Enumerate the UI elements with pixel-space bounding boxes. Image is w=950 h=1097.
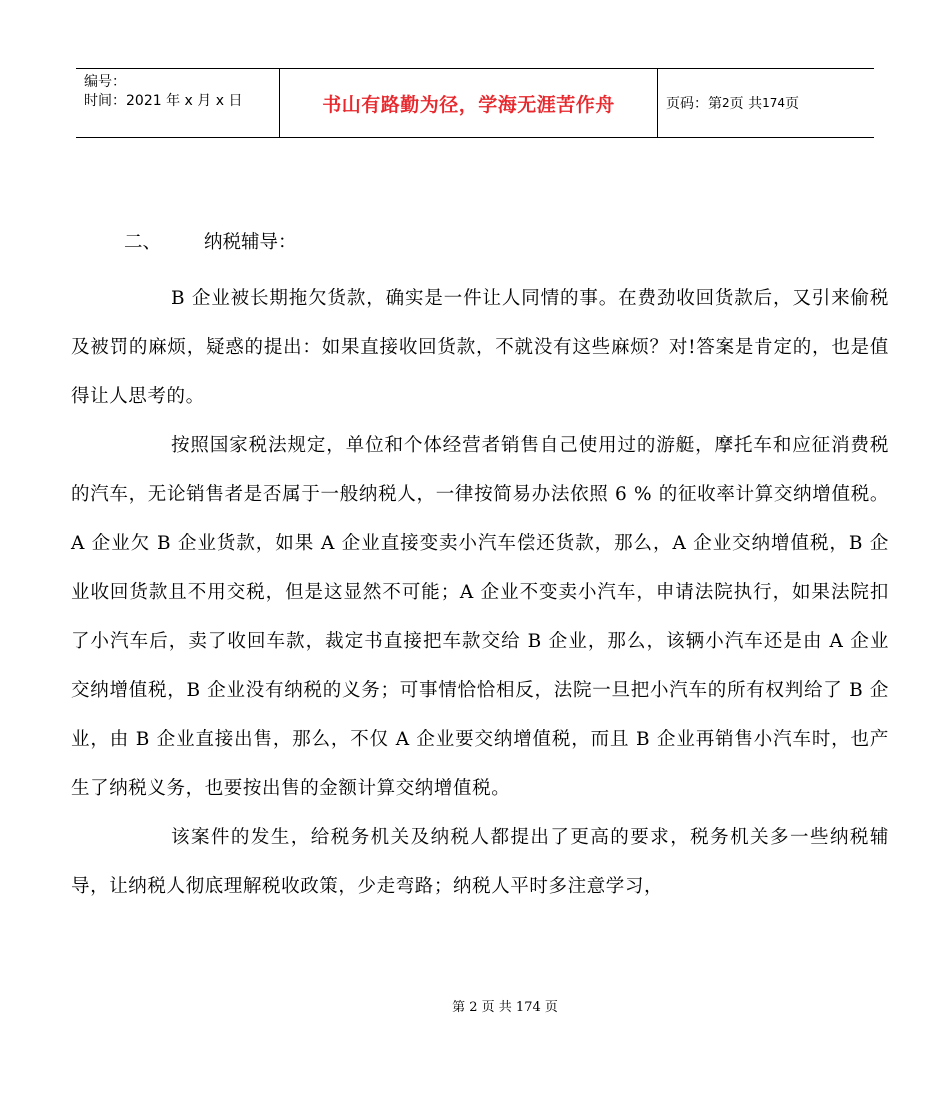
section-number: 二、 bbox=[124, 232, 162, 253]
page-prefix: 页码：第 bbox=[666, 96, 722, 112]
document-number-label: 编号： bbox=[84, 74, 126, 90]
paragraph: B 企业被长期拖欠货款，确实是一件让人同情的事。在费劲收回货款后，又引来偷税及被罚的麻烦，疑惑的提出：如果直接收回货款，不就没有这些麻烦？对!答案是肯定的，也是值得让人思考的。 bbox=[71, 288, 889, 407]
paragraph: 该案件的发生，给税务机关及纳税人都提出了更高的要求，税务机关多一些纳税辅导，让纳税人彻底理解税收政策，少走弯路；纳税人平时多注意学习， bbox=[71, 827, 889, 897]
header-meta bbox=[76, 69, 280, 137]
header-motto: 书山有路勤为径，学海无涯苦作舟 bbox=[280, 69, 658, 137]
page-mid: 页 共 bbox=[729, 96, 763, 112]
document-date: 时间：2021 年 x 月 x 日 bbox=[84, 93, 243, 109]
section-title: 纳税辅导： bbox=[204, 232, 297, 253]
page-suffix: 页 bbox=[785, 96, 799, 112]
page-footer: 第 2 页 共 174 页 bbox=[452, 1000, 558, 1015]
header-page-info bbox=[658, 69, 874, 137]
paragraph: 按照国家税法规定，单位和个体经营者销售自己使用过的游艇，摩托车和应征消费税的汽车，无论销售者是否属于一般纳税人，一律按简易办法依照 6 % 的征收率计算交纳增值税。A 企业欠 B 企业货款，如果 A 企业直接变卖小汽车偿还货款，那么，A 企业交纳增值税，B 企业收回货款且不用交税，但是这显然不可能；A 企业不变卖小汽车，申请法院执行，如果法院扣了小汽车后，卖了收回车款，裁定书直接把车款交给 B 企业，那么，该辆小汽车还是由 A 企业交纳增值税，B 企业没有纳税的义务；可事情恰恰相反，法院一旦把小汽车的所有权判给了 B 企业，由 B 企业直接出售，那么，不仅 A 企业要交纳增值税，而且 B 企业再销售小汽车时，也产生了纳税义务，也要按出售的金额计算交纳增值税。 bbox=[71, 435, 889, 799]
page-number: 2 bbox=[722, 96, 730, 110]
section-heading bbox=[124, 226, 297, 260]
body-text bbox=[71, 274, 889, 911]
page-total: 174 bbox=[762, 96, 785, 110]
page-header bbox=[76, 68, 874, 138]
